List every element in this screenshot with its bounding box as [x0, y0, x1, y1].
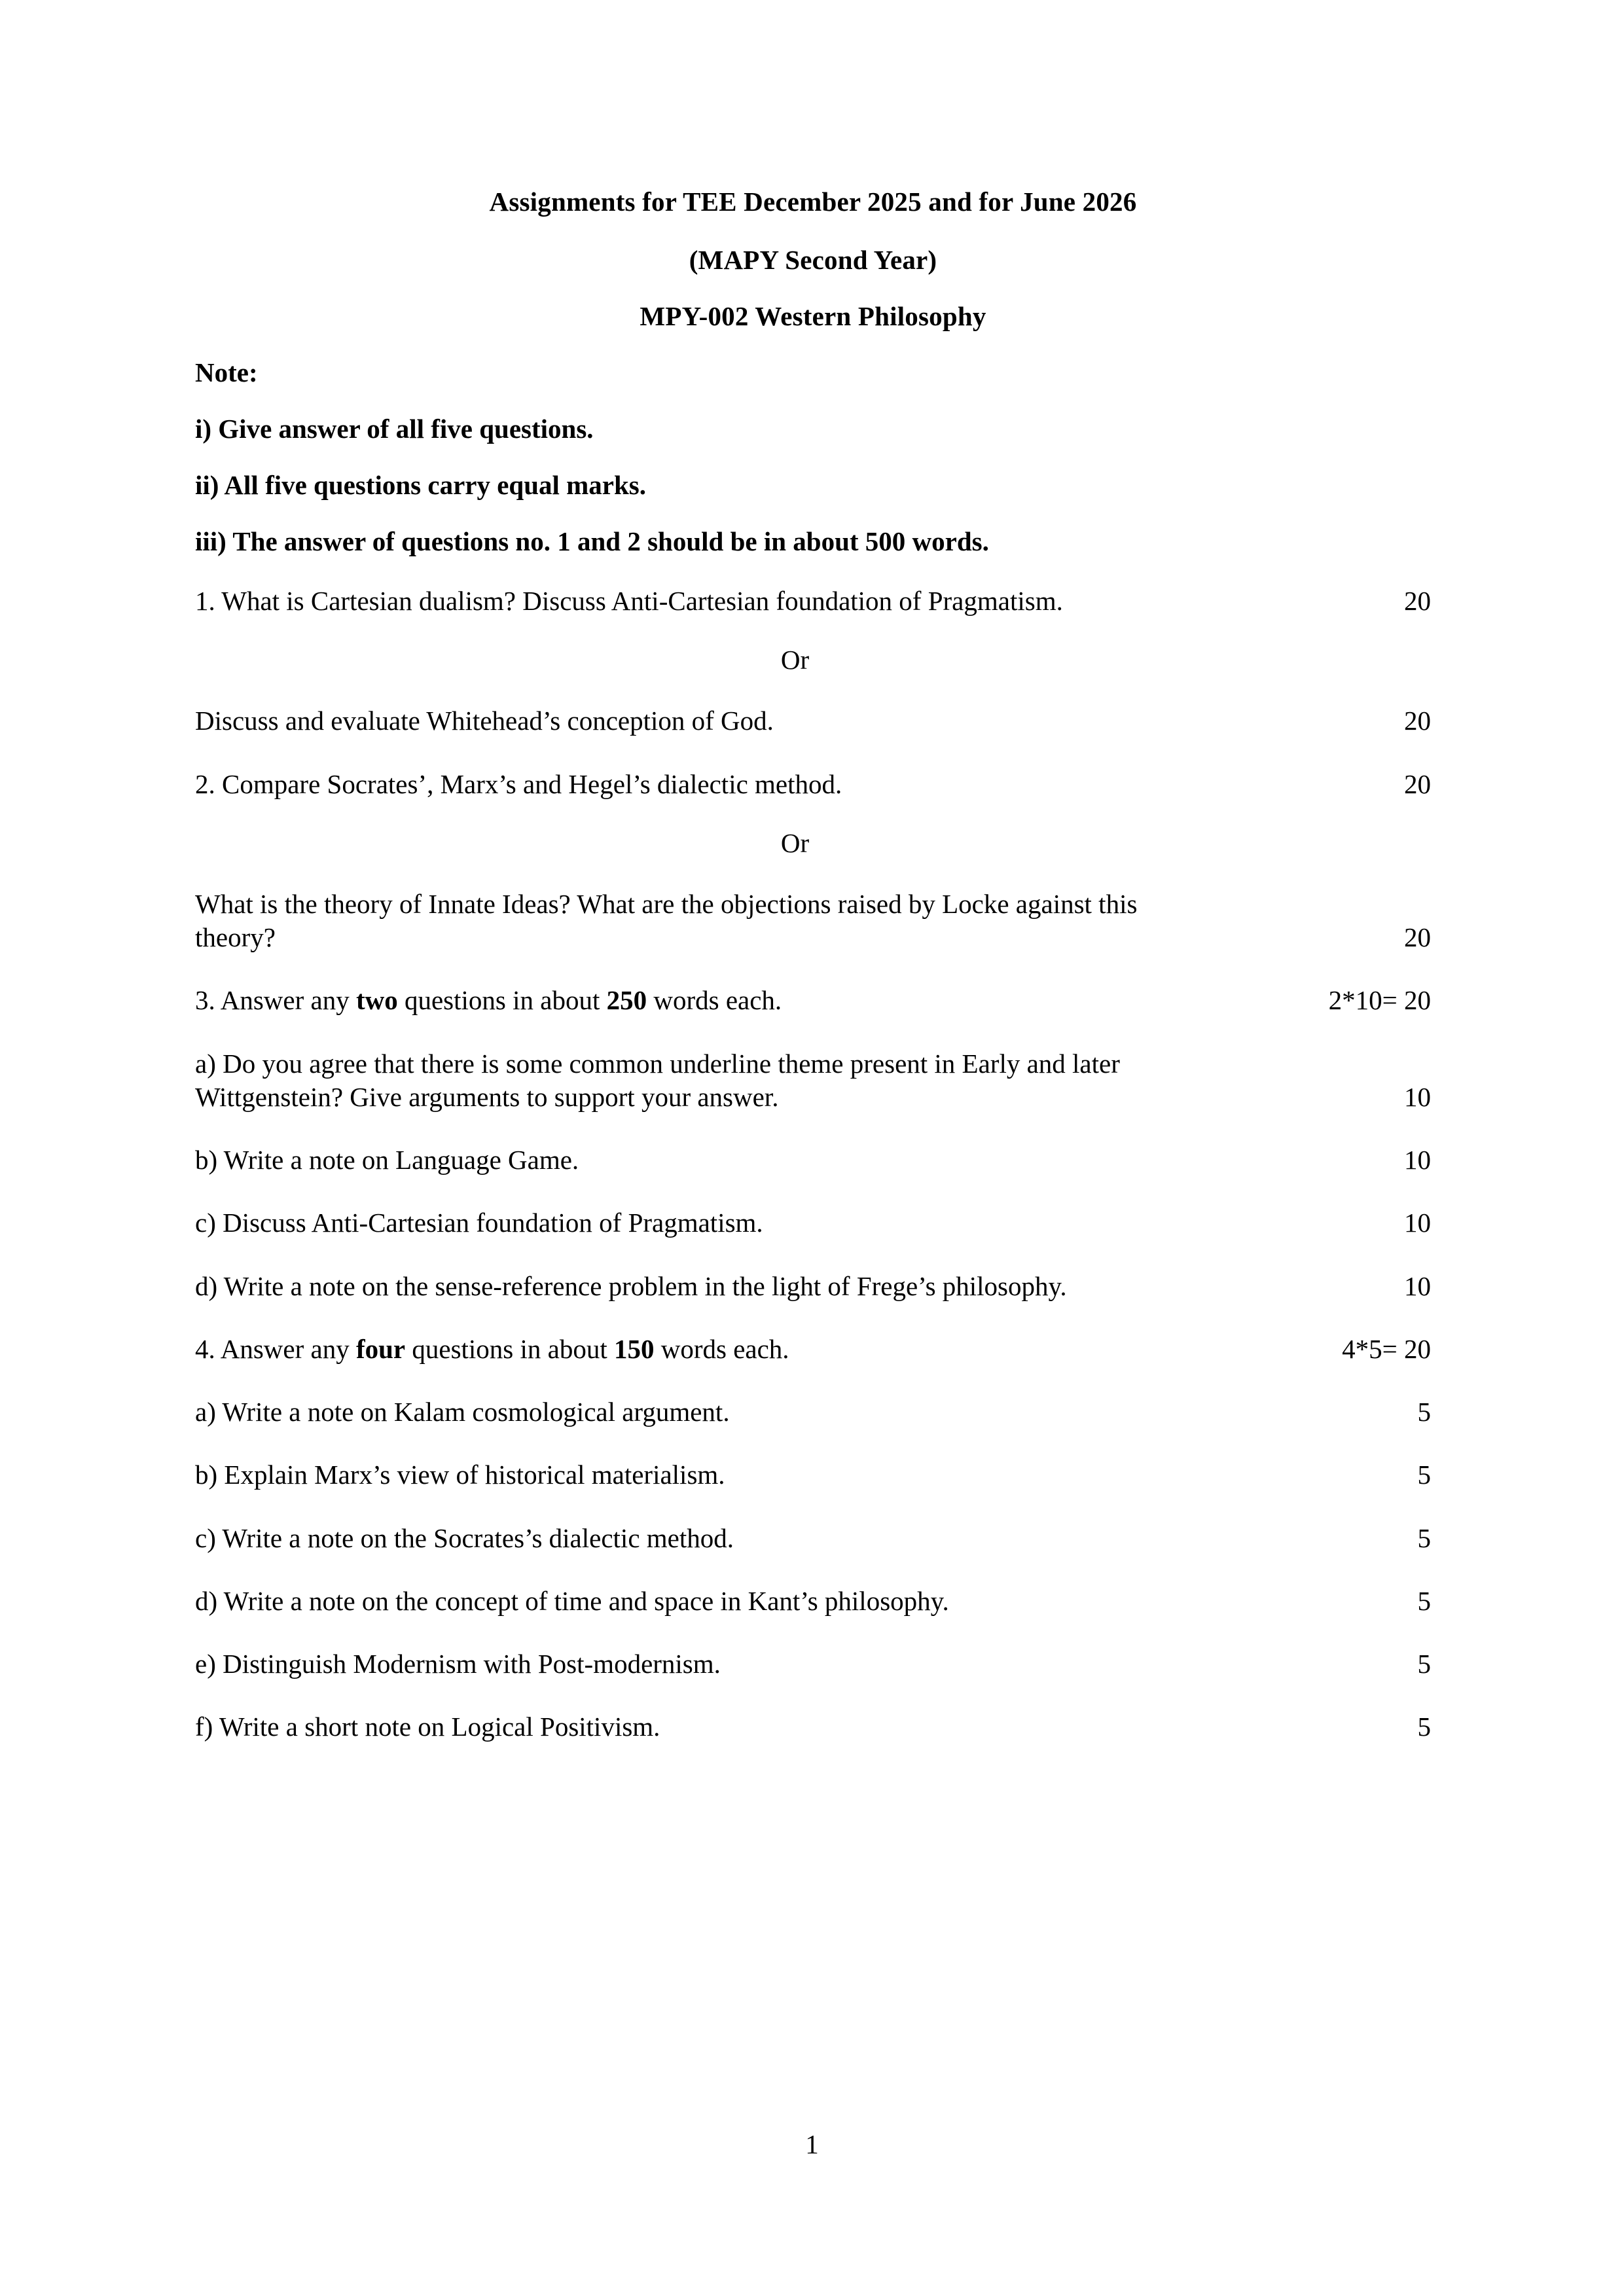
question-2-alternative-line1: What is the theory of Innate Ideas? What are the objections raised by Locke against this [195, 888, 1138, 919]
note-item-i: i) Give answer of all five questions. [195, 414, 594, 444]
question-4-item-b-text: b) Explain Marx’s view of historical materialism. [195, 1460, 725, 1490]
q3-suffix: words each. [647, 985, 782, 1016]
note-item-ii: ii) All five questions carry equal marks. [195, 470, 647, 500]
question-1-alternative-marks: 20 [1404, 706, 1431, 736]
question-4-item-b-marks: 5 [1417, 1460, 1431, 1490]
question-3-item-a-marks: 10 [1404, 1081, 1431, 1112]
question-1 [195, 584, 1431, 618]
or-separator-2: Or [780, 827, 810, 858]
q4-suffix: words each. [654, 1333, 789, 1364]
question-4-item-f-text: f) Write a short note on Logical Positivism. [195, 1712, 660, 1742]
question-4-item-e [195, 1647, 1431, 1681]
question-3-item-a-line2: Wittgenstein? Give arguments to support your answer. [195, 1081, 779, 1112]
question-3-item-b-text: b) Write a note on Language Game. [195, 1145, 579, 1175]
question-4-item-a-text: a) Write a note on Kalam cosmological argument. [195, 1397, 730, 1427]
question-2-alternative-line2-row [195, 921, 1431, 954]
question-2-text: 2. Compare Socrates’, Marx’s and Hegel’s dialectic method. [195, 768, 842, 799]
question-4-item-d-marks: 5 [1417, 1585, 1431, 1616]
course-subtitle: MPY-002 Western Philosophy [640, 301, 986, 331]
q4-prefix: 4. Answer any [195, 1333, 356, 1364]
question-3-item-a-line1: a) Do you agree that there is some common underline theme present in Early and later [195, 1048, 1120, 1079]
question-2-alternative-marks: 20 [1404, 922, 1431, 953]
q3-prefix: 3. Answer any [195, 985, 356, 1016]
question-3-item-c-marks: 10 [1404, 1208, 1431, 1238]
note-label: Note: [195, 357, 258, 387]
program-subtitle: (MAPY Second Year) [689, 245, 937, 275]
question-4-item-a-marks: 5 [1417, 1397, 1431, 1427]
question-3-item-c [195, 1206, 1431, 1240]
question-4-item-a [195, 1395, 1431, 1429]
document-body [195, 188, 1431, 1744]
question-2-marks: 20 [1404, 768, 1431, 799]
question-1-alternative-text: Discuss and evaluate Whitehead’s conception of God. [195, 706, 774, 736]
question-1-text: 1. What is Cartesian dualism? Discuss Anti-Cartesian foundation of Pragmatism. [195, 586, 1063, 616]
q3-bold-count: two [355, 985, 398, 1016]
note-item-iii: iii) The answer of questions no. 1 and 2 should be in about 500 words. [195, 526, 989, 556]
q4-middle: questions in about [405, 1333, 614, 1364]
question-4-item-d-text: d) Write a note on the concept of time and space in Kant’s philosophy. [195, 1585, 949, 1616]
question-4-item-f [195, 1710, 1431, 1744]
question-3-item-b [195, 1143, 1431, 1177]
q4-bold-count: four [355, 1333, 406, 1364]
question-3-item-b-marks: 10 [1404, 1145, 1431, 1175]
question-4-item-b [195, 1458, 1431, 1492]
question-3-instruction-text [195, 984, 782, 1017]
question-2 [195, 768, 1431, 801]
question-3-item-c-text: c) Discuss Anti-Cartesian foundation of Pragmatism. [195, 1208, 763, 1238]
question-3-item-d [195, 1270, 1431, 1303]
question-3-marks: 2*10= 20 [1328, 985, 1431, 1016]
question-2-alternative-line2: theory? [195, 922, 276, 953]
question-4-instruction [195, 1333, 1431, 1366]
question-3-item-d-marks: 10 [1404, 1270, 1431, 1301]
or-separator-1: Or [780, 645, 810, 675]
question-1-marks: 20 [1404, 586, 1431, 616]
question-4-item-e-marks: 5 [1417, 1649, 1431, 1679]
question-3-instruction [195, 984, 1431, 1017]
question-4-item-c-text: c) Write a note on the Socrates’s dialectic method. [195, 1522, 734, 1553]
question-3-item-d-text: d) Write a note on the sense-reference problem in the light of Frege’s philosophy. [195, 1270, 1067, 1301]
q3-middle: questions in about [397, 985, 607, 1016]
q3-bold-words: 250 [606, 985, 647, 1016]
question-1-alternative [195, 704, 1431, 738]
question-4-item-c-marks: 5 [1417, 1522, 1431, 1553]
page-number: 1 [805, 2129, 819, 2159]
question-4-instruction-text [195, 1333, 789, 1366]
question-3-item-a-line2-row [195, 1081, 1431, 1114]
page-title: Assignments for TEE December 2025 and for June 2026 [489, 187, 1137, 217]
question-2-alternative [195, 888, 1431, 955]
question-4-item-e-text: e) Distinguish Modernism with Post-modernism. [195, 1649, 721, 1679]
question-4-marks: 4*5= 20 [1342, 1333, 1431, 1364]
question-3-item-a [195, 1047, 1431, 1115]
question-4-item-c [195, 1522, 1431, 1555]
question-4-item-f-marks: 5 [1417, 1712, 1431, 1742]
q4-bold-words: 150 [614, 1333, 655, 1364]
question-4-item-d [195, 1585, 1431, 1618]
